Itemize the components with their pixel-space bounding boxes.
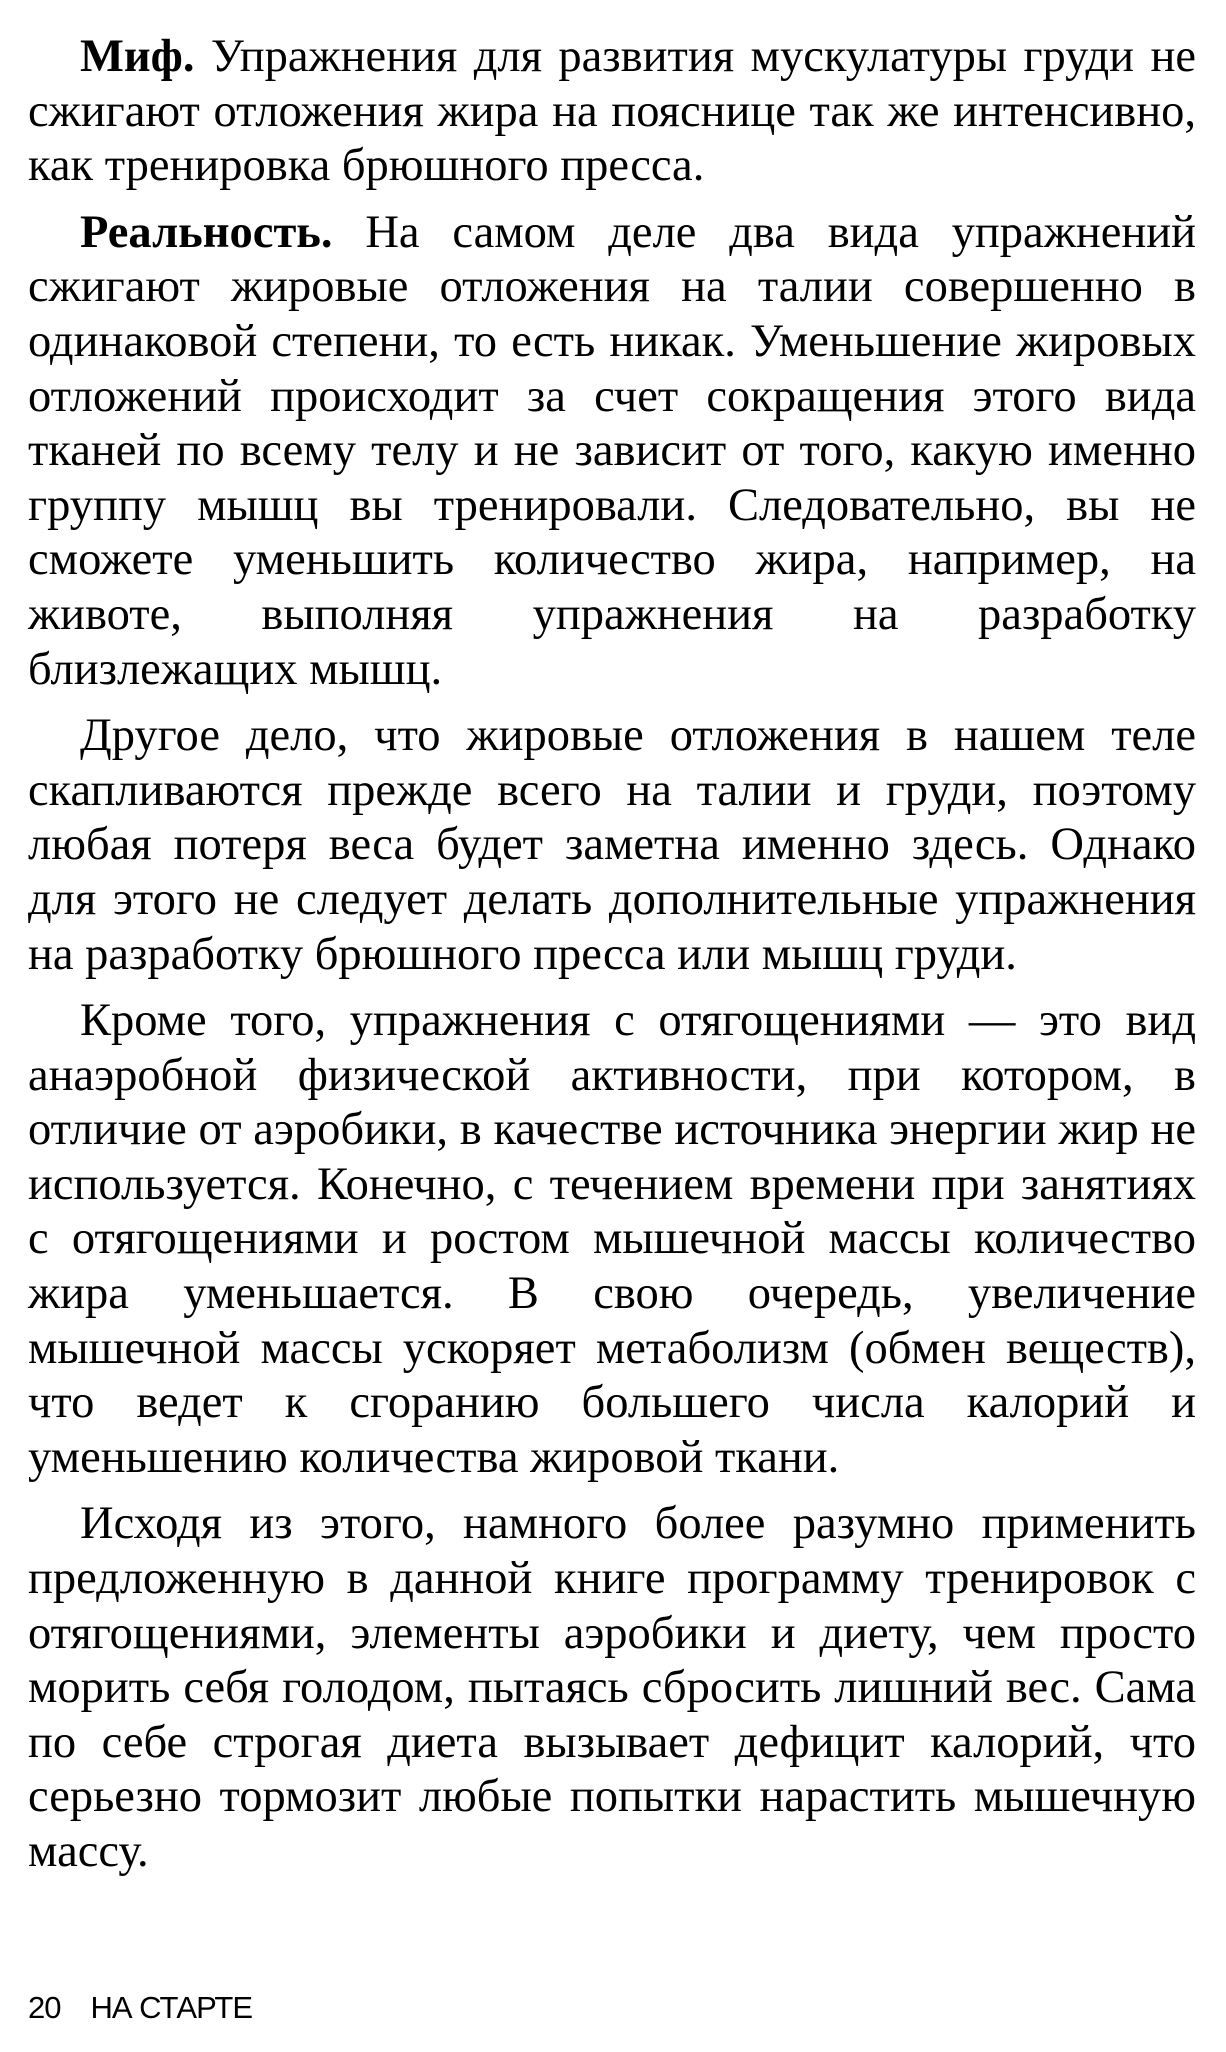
paragraph-text: Исходя из этого, намного более разумно применить предложенную в данной книге программу тренировок с отягощениями, элементы аэробики и диету, чем просто морить себя голодом, пытаясь сбросить лишний вес. Сама по себе строгая диета вызывает дефицит калорий, что серьезно тормозит любые попытки нарастить мышечную массу. bbox=[28, 1498, 1196, 1877]
paragraph-myth bbox=[28, 30, 1196, 194]
page-number: 20 bbox=[28, 1990, 61, 2025]
paragraph-text: Другое дело, что жировые отложения в нашем теле скапливаются прежде всего на талии и груди, поэтому любая потеря веса будет заметна именно здесь. Однако для этого не следует делать дополнительные упражнения на разработку брюшного пресса или мышц груди. bbox=[28, 710, 1196, 980]
myth-text: Упражнения для развития мускулатуры груди не сжигают отложения жира на пояснице так же интенсивно, как тренировка брюшного пресса. bbox=[28, 31, 1196, 192]
page-body bbox=[28, 30, 1196, 1892]
running-title: НА СТАРТЕ bbox=[90, 1990, 252, 2025]
paragraph-conclusion bbox=[28, 1497, 1196, 1879]
paragraph-anaerobic bbox=[28, 994, 1196, 1485]
myth-label: Миф. bbox=[80, 31, 195, 82]
page-footer bbox=[28, 1990, 252, 2026]
paragraph-reality bbox=[28, 206, 1196, 697]
reality-label: Реальность. bbox=[80, 206, 333, 258]
reality-text: На самом деле два вида упражнений сжигают жировые отложения на талии совершенно в одинаковой степени, то есть никак. Уменьшение жировых отложений происходит за счет сокращения этого вида тканей по всему телу и не зависит от того, какую именно группу мышц вы тренировали. Следовательно, вы не сможете уменьшить количество жира, например, на животе, выполняя упражнения на разработку близлежащих мышц. bbox=[28, 206, 1196, 695]
paragraph-text: Кроме того, упражнения с отягощениями — это вид анаэробной физической активности, при котором, в отличие от аэробики, в качестве источника энергии жир не используется. Конечно, с течением времени при занятиях с отягощениями и ростом мышечной массы количество жира уменьшается. В свою очередь, увеличение мышечной массы ускоряет метаболизм (обмен веществ), что ведет к сгоранию большего числа калорий и уменьшению количества жировой ткани. bbox=[28, 995, 1196, 1483]
paragraph-fat-deposits bbox=[28, 709, 1196, 982]
